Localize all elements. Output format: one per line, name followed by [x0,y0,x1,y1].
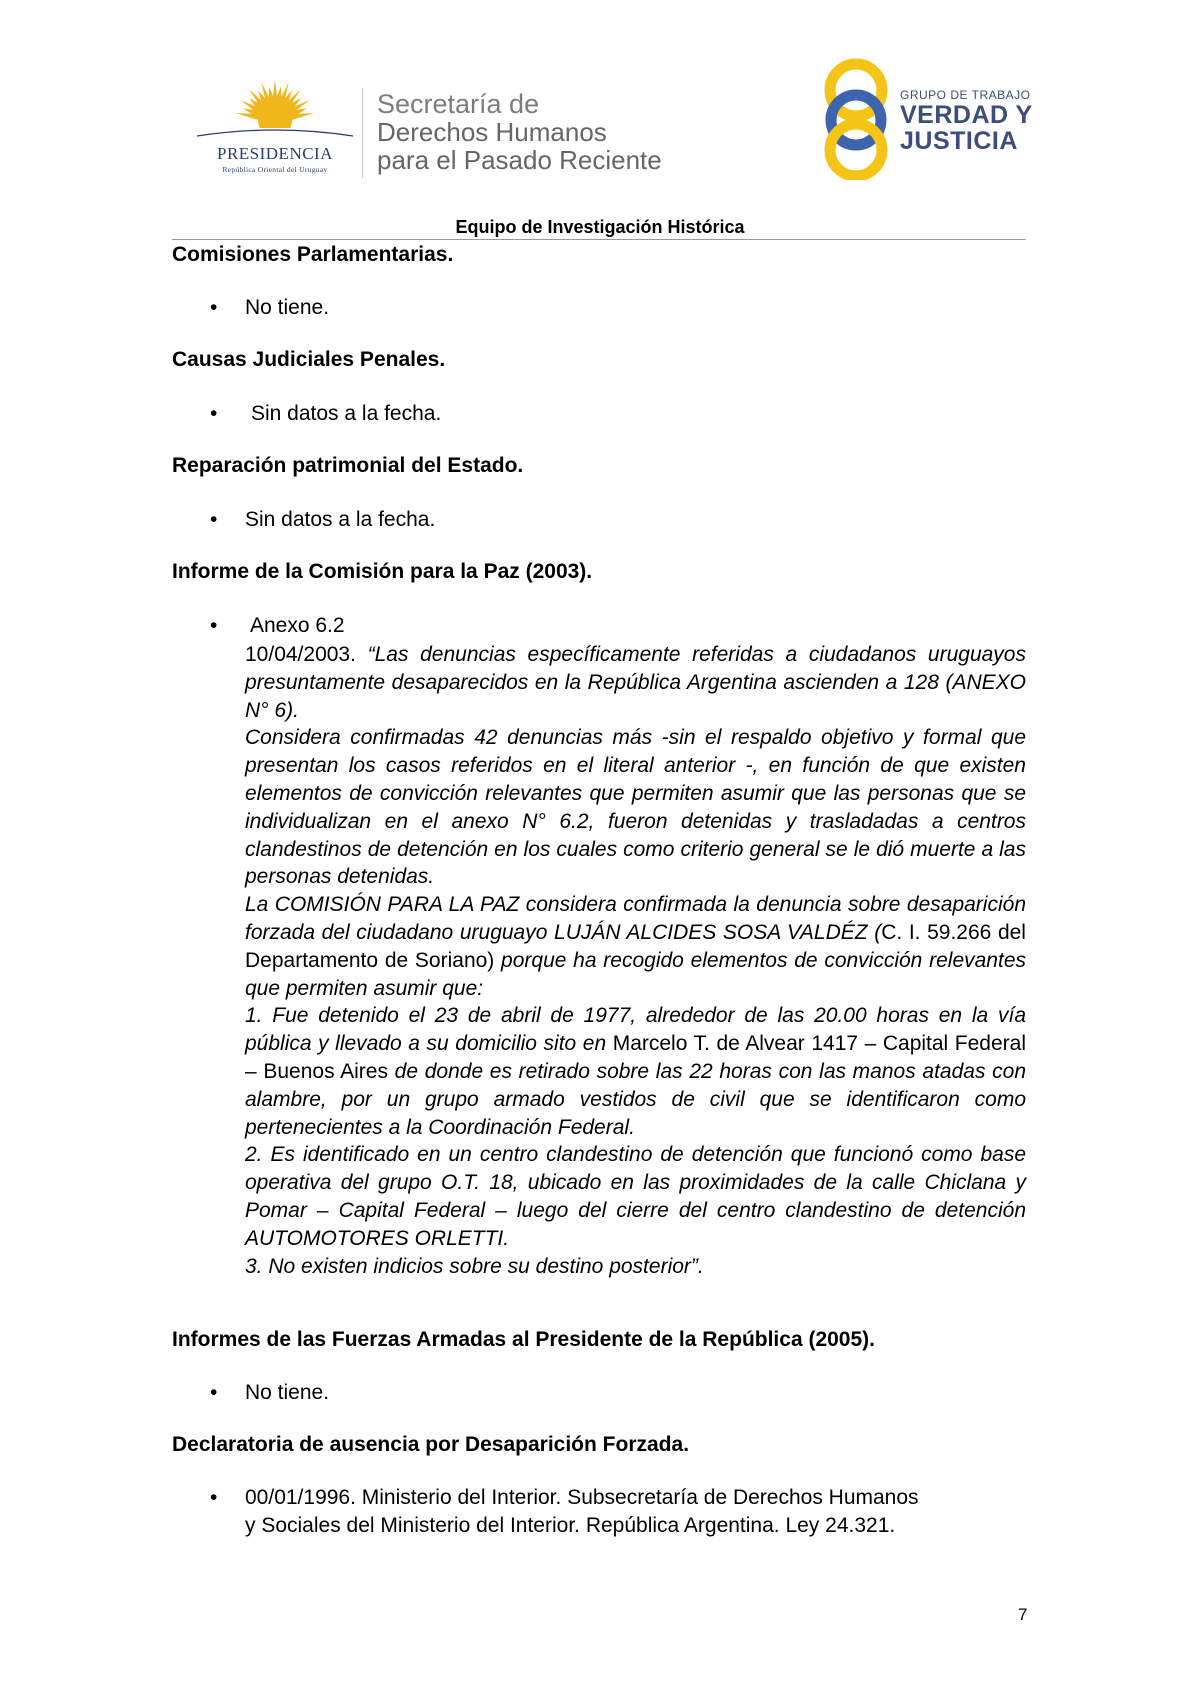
declaratoria-item-line-1: 00/01/1996. Ministerio del Interior. Subsecretaría de Derechos Humanos [245,1486,919,1509]
secretaria-logo-text [377,90,662,174]
anexo-paragraph-5: 2. Es identificado en un centro clandestino de detención que funcionó como base operativa del grupo O.T. 18, ubicado en las proximidades de la calle Chiclana y Pomar – Capital Federal – luego del cierre del centro clandestino de detención AUTOMOTORES ORLETTI. [245,1143,1026,1250]
anexo-heading: Anexo 6.2 [250,614,345,637]
section-title-informe-paz: Informe de la Comisión para la Paz (2003). [172,560,593,583]
anexo-paragraph-2: Considera confirmadas 42 denuncias más -sin el respaldo objetivo y formal que presentan los casos referidos en el literal anterior -, en función de que existen elementos de convicción relevantes que permiten asumir que las personas que se individualizan en el anexo N° 6.2, fueron detenidas y trasladadas a centros clandestinos de detención en los cuales como criterio general se le dió muerte a las personas detenidas. [245,726,1026,889]
vj-line-1: VERDAD Y [900,101,1033,129]
secretaria-line-3: para el Pasado Reciente [377,145,662,175]
comisiones-item: No tiene. [245,296,330,319]
section-title-declaratoria: Declaratoria de ausencia por Desaparición Forzada. [172,1433,690,1456]
bullet-icon: • [210,402,218,425]
fuerzas-item: No tiene. [245,1381,330,1404]
causas-item: Sin datos a la fecha. [251,402,442,425]
page-header [0,0,1190,237]
presidencia-subtitle: República Oriental del Uruguay [222,165,328,174]
bullet-icon: • [210,508,218,531]
anexo-p4-end: de donde es retirado sobre las 22 horas con las manos atadas con alambre, por un grupo armado vestidos de civil que se identificaron como pertenecientes a la Coordinación Federal. [245,1059,1027,1139]
presidencia-logo [195,78,355,178]
anexo-paragraph-1 [245,641,1026,724]
header-divider [362,88,363,178]
section-title-causas: Causas Judiciales Penales. [172,348,446,371]
anexo-date: 10/04/2003. [245,643,368,666]
anexo-p4-address: Marcelo T. de Alvear 1417 – Capital Federal – Buenos Aires [245,1032,1026,1083]
secretaria-line-1: Secretaría de [377,89,540,119]
page-number: 7 [1018,1605,1028,1624]
section-title-reparacion: Reparación patrimonial del Estado. [172,454,524,477]
header-rule [172,239,1026,240]
anexo-p4-start: 1. Fue detenido el 23 de abril de 1977, alrededor de las 20.00 horas en la vía pública y llevado a su domicilio sito en [245,1004,1026,1056]
declaratoria-item-line-2: y Sociales del Ministerio del Interior. República Argentina. Ley 24.321. [245,1514,896,1537]
anexo-p1-text: “Las denuncias específicamente referidas a ciudadanos uruguayos presuntamente desaparecidos en la República Argentina ascienden a 128 (ANEXO N° 6). [245,643,1026,722]
anexo-paragraph-6: 3. No existen indicios sobre su destino posterior”. [245,1254,704,1278]
bullet-icon: • [210,1486,218,1509]
anexo-quote [245,641,1026,1280]
bullet-icon: • [210,1381,218,1404]
verdad-justicia-wordmark [900,88,1033,154]
anexo-p3-start: La COMISIÓN PARA LA PAZ considera confirmada la denuncia sobre desaparición forzada del ciudadano uruguayo LUJÁN ALCIDES SOSA VALDÉZ ( [245,893,1026,944]
vj-group-label: GRUPO DE TRABAJO [900,88,1031,102]
section-title-fuerzas: Informes de las Fuerzas Armadas al Presidente de la República (2005). [172,1328,875,1351]
anexo-paragraph-3 [245,891,1026,1002]
bullet-icon: • [210,296,218,319]
reparacion-item: Sin datos a la fecha. [245,508,436,531]
secretaria-line-2: Derechos Humanos [377,117,607,147]
team-name: Equipo de Investigación Histórica [455,217,745,237]
section-title-comisiones: Comisiones Parlamentarias. [172,243,454,266]
anexo-paragraph-4 [245,1002,1026,1141]
uruguay-sun-icon [195,78,355,144]
vj-line-2: JUSTICIA [900,127,1018,155]
presidencia-name: PRESIDENCIA [216,144,333,163]
anexo-p3-ci: C. I. 59.266 del Departamento de Soriano) [245,920,1026,972]
anexo-p3-end: porque ha recogido elementos de convicción relevantes que permiten asumir que: [245,948,1026,1000]
bullet-icon: • [210,614,218,637]
